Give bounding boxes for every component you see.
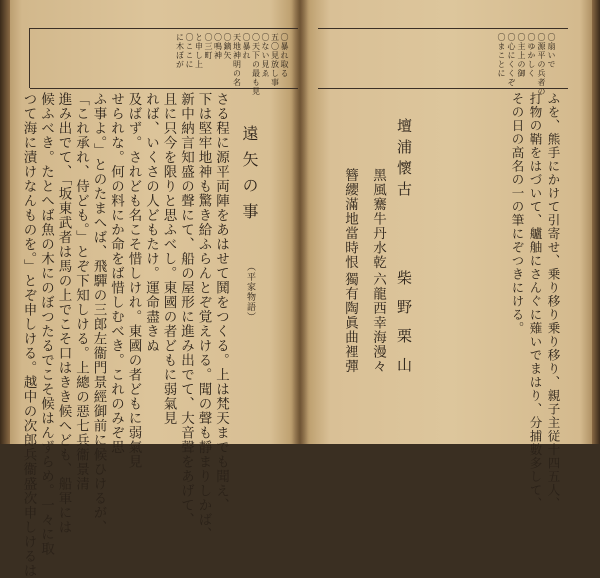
annotation-column: 〇心にくくぞ bbox=[507, 33, 516, 87]
body-column: 「これ承れ、侍ども。」とぞ下知しける。上總の惡七兵衞景清 bbox=[73, 92, 89, 492]
body-column: ふ事よ。」とのたまへば、飛驒の三郎左衞門景經御前に候ひけるが、 bbox=[90, 92, 107, 535]
right-annotation-top-rule bbox=[318, 28, 568, 29]
annotation-top-rule bbox=[30, 28, 298, 29]
body-column: れば、いくさの人どもたけ。運命盡きぬ bbox=[143, 92, 159, 353]
body-column: 及ばず。されども名こそ惜しけれ。東國の者どもに弱氣見 bbox=[125, 92, 142, 469]
annotation-column: 〇ゆかしく bbox=[527, 33, 536, 78]
body-column: さる程に源平両陣をあはせて鬨をつくる。上は梵天までも聞え、 bbox=[213, 92, 229, 513]
section-title: 遠矢の事 bbox=[240, 125, 259, 229]
annotation-column: 〇主上の御 bbox=[517, 33, 526, 78]
poem-author: 柴野栗山 bbox=[395, 270, 413, 386]
annotation-column: 〇鏑矢 bbox=[223, 33, 232, 60]
annotation-column: と申し上 bbox=[194, 33, 204, 69]
annotation-column: 〇暴れ取る bbox=[280, 33, 289, 78]
right-page bbox=[302, 0, 600, 511]
poem-line: 六龍西幸海漫々 bbox=[370, 272, 386, 374]
annotation-column: 〇まことに bbox=[497, 33, 506, 78]
body-column: 進み出でて、「坂東武者は馬の上でこそ口はきき候へども、船軍には bbox=[55, 92, 72, 535]
annotation-column: 天地神明の名 bbox=[232, 33, 242, 87]
annotation-column: 〇ない見ゑ bbox=[261, 33, 270, 78]
book-gutter bbox=[292, 0, 308, 444]
annotation-column: 〇ここに bbox=[185, 33, 194, 69]
poem-line: 黑風騫牛丹水乾 bbox=[370, 168, 386, 270]
prose-column: その日の高名の一の筆にぞつきにける。 bbox=[510, 92, 525, 335]
body-column: せられな。何の料にか命をば惜しむべき。これのみぞ思 bbox=[108, 92, 124, 455]
right-annotation-bottom-rule bbox=[318, 88, 568, 89]
prose-column: ふを、熊手にかけて引寄せ、乗り移り乗り移り、親子主従十四五人、 bbox=[546, 92, 561, 511]
prose-column: 打物の鞘をはづいて、艫舳にさんぐに薙いでまはり、分捕數多して、 bbox=[528, 92, 543, 511]
body-column: 新中納言知盛の聲にて、船の屋形に進み出でて、大音聲をあげて、 bbox=[178, 92, 194, 527]
left-page bbox=[0, 0, 298, 578]
annotation-column: に木ぼが bbox=[175, 33, 185, 69]
annotation-column: 〇三町 bbox=[204, 33, 213, 60]
body-column: つて海に漬けなんものを。」とぞ申しける。越中の次郎兵衞盛次申しけるは bbox=[20, 92, 37, 578]
annotation-column: 五〇見放し事 bbox=[270, 33, 280, 87]
annotation-left-rule bbox=[29, 28, 30, 88]
body-column: 候ふべき。たとへば魚の木にのぼつたるでこそ候はんずらめ。一々に取 bbox=[38, 92, 54, 556]
body-column: 下は堅牢地神も驚き給ふらんとぞ覚えける。聞の聲も靜まりしかば、 bbox=[195, 92, 212, 542]
annotation-column: 〇源平の兵者の bbox=[537, 33, 546, 96]
annotation-column: 〇暴れ bbox=[242, 33, 251, 60]
annotation-column: 〇天下の最も見 bbox=[251, 33, 261, 96]
poem-line: 獨有陶眞曲裡彈 bbox=[342, 272, 358, 374]
section-subtitle: （平家物語） bbox=[245, 262, 255, 322]
annotation-column: 〇鳴神 bbox=[213, 33, 223, 60]
annotation-column: 〇扇いで bbox=[547, 33, 556, 69]
body-column: 且に只今を限りと思ふべし。東國の者どもに弱氣見 bbox=[160, 92, 177, 426]
poem-title: 壇浦懷古 bbox=[395, 118, 413, 202]
poem-line: 簪纓滿地當時恨 bbox=[342, 168, 358, 270]
